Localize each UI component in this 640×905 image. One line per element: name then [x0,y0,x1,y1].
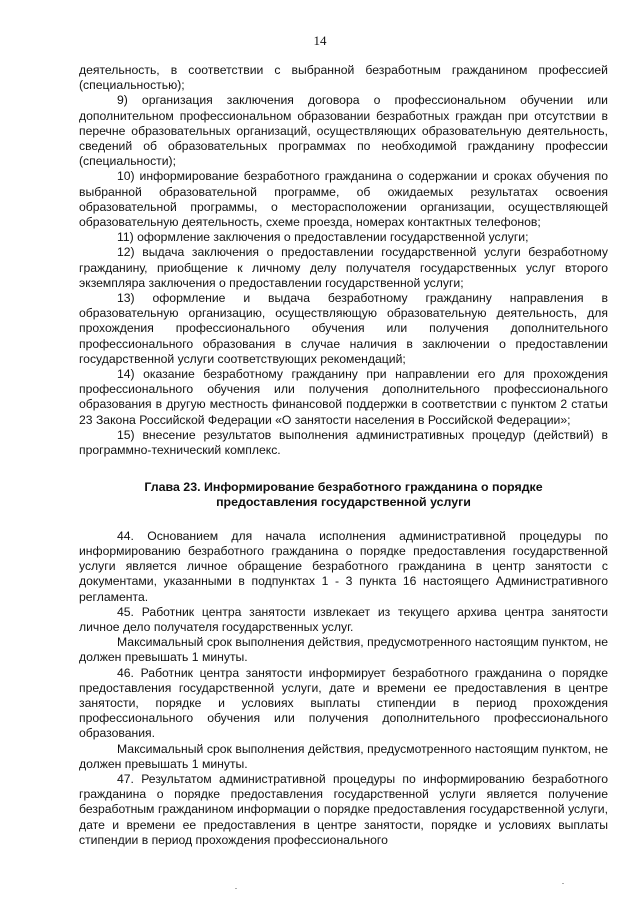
paragraph-45-deadline: Максимальный срок выполнения действия, предусмотренного настоящим пунктом, не должен превышать 1 минуты. [79,635,608,665]
scan-speck [562,883,564,884]
paragraph-item-13: 13) оформление и выдача безработному гражданину направления в образовательную организацию, осуществляющую образовательную деятельность, для прохождения профессионального обучения или получения дополнительного профессионального образования в случае наличия в заключении о предоставлении государственной услуги соответствующих рекомендаций; [79,291,608,366]
paragraph-46: 46. Работник центра занятости информирует безработного гражданина о порядке предоставления государственной услуги, дате и времени ее предоставления в центре занятости, порядке и условиях выплаты стипендии в период прохождения профессионального обучения или получения дополнительного профессионального образования. [79,665,608,741]
paragraph-item-12: 12) выдача заключения о предоставлении государственной услуги безработному гражданину, приобщение к личному делу получателя государственных услуг второго экземпляра заключения о предоставлении государственной услуги; [79,245,608,290]
paragraph-continuation: деятельность, в соответствии с выбранной безработным гражданином профессией (специальностью); [79,63,608,93]
paragraph-44: 44. Основанием для начала исполнения административной процедуры по информированию безработного гражданина о порядке предоставления государственной услуги является личное обращение безработного гражданина в центр занятости с документами, указанными в подпунктах 1 - 3 пункта 16 настоящего Административного регламента. [79,528,608,604]
paragraph-item-15: 15) внесение результатов выполнения административных процедур (действий) в программно-технический комплекс. [79,427,608,458]
paragraph-item-14: 14) оказание безработному гражданину при направлении его для прохождения профессионального обучения или получения дополнительного профессионального образования в другую местность финансовой поддержки в соответствии с пунктом 2 статьи 23 Закона Российской Федерации «О занятости населения в Российской Федерации»; [79,367,608,427]
page-number: 14 [313,33,327,48]
paragraph-item-11: 11) оформление заключения о предоставлении государственной услуги; [117,230,529,245]
paragraph-46-deadline: Максимальный срок выполнения действия, предусмотренного настоящим пунктом, не должен превышать 1 минуты. [79,741,608,771]
paragraph-item-9: 9) организация заключения договора о профессиональном обучении или дополнительном профессиональном образовании безработных граждан при отсутствии в перечне образовательных организаций, осуществляющих образовательную деятельность, сведений об образовательных программах по необходимой гражданину профессии (специальности); [79,93,608,169]
scan-speck [235,888,237,889]
chapter-heading [79,480,608,510]
paragraph-45: 45. Работник центра занятости извлекает из текущего архива центра занятости личное дело получателя государственных услуг. [79,604,608,634]
chapter-heading-line-1: Глава 23. Информирование безработного гражданина о порядке [144,480,543,495]
paragraph-47: 47. Результатом административной процедуры по информированию безработного гражданина о порядке предоставления государственной услуги является получение безработным гражданином информации о порядке предоставления государственной услуги, дате и времени ее предоставления в центре занятости, порядке и условиях выплаты стипендии в период прохождения профессионального [79,771,608,847]
document-body [79,63,608,848]
chapter-heading-line-2: предоставления государственной услуги [216,495,471,510]
paragraph-item-10: 10) информирование безработного гражданина о содержании и сроках обучения по выбранной образовательной программе, об ожидаемых результатах освоения образовательной программы, о месторасположении организации, осуществляющей образовательную деятельность, схеме проезда, номерах контактных телефонов; [79,169,608,230]
